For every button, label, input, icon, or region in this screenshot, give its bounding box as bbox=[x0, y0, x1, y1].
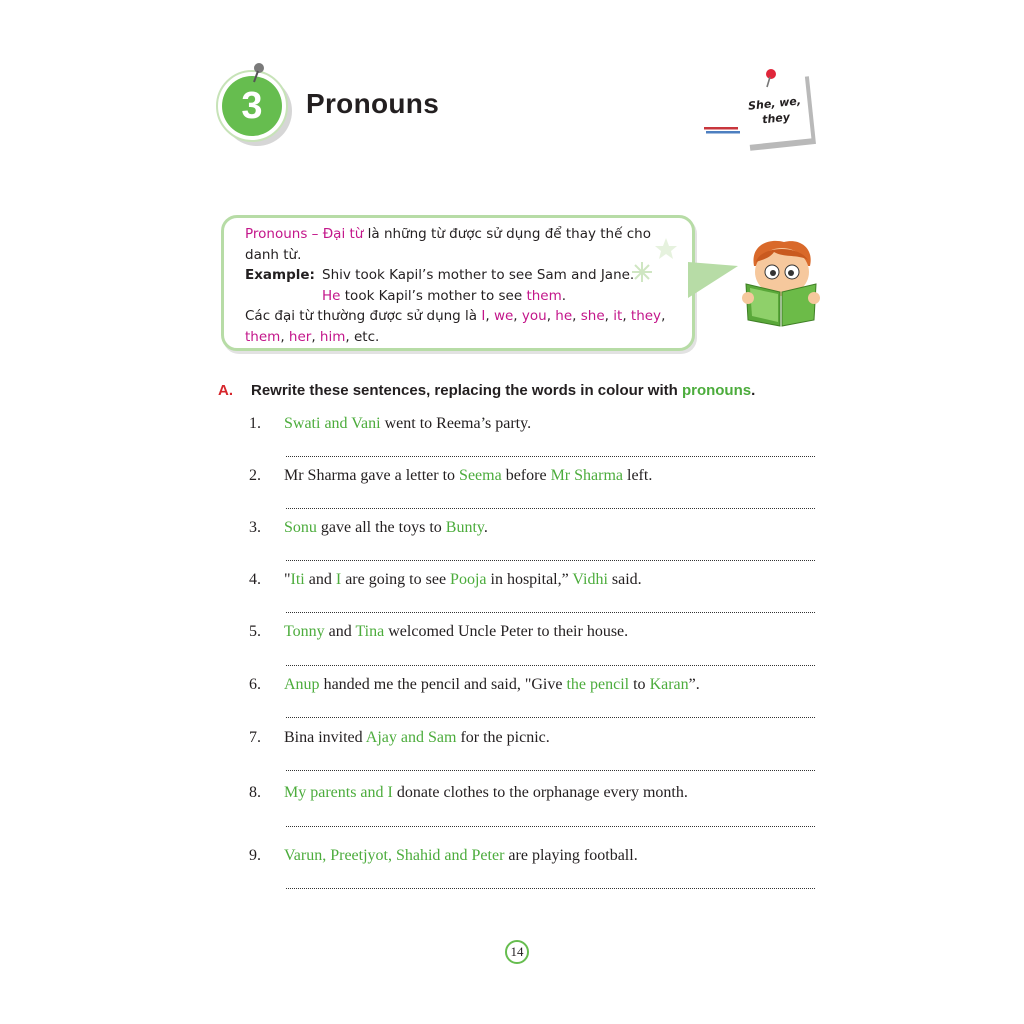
sentence-text: Mr Sharma gave a letter to bbox=[284, 467, 460, 484]
exercise-letter: A. bbox=[218, 382, 233, 399]
speech-bubble-tail bbox=[688, 262, 740, 300]
pronoun-her: her bbox=[288, 328, 312, 345]
highlighted-words: Sonu bbox=[284, 519, 317, 536]
sentence-text: went to Reema’s party. bbox=[380, 415, 532, 432]
answer-line[interactable] bbox=[286, 888, 815, 889]
definition-term: Pronouns – Đại từ bbox=[245, 226, 364, 242]
sticky-note bbox=[700, 70, 820, 154]
pronoun-i: I bbox=[481, 308, 486, 324]
common-pronouns-line-2: them, her, him, etc. bbox=[245, 328, 380, 345]
pronoun-she: she bbox=[580, 308, 605, 324]
item-number: 5. bbox=[249, 623, 261, 640]
item-sentence bbox=[284, 847, 638, 865]
sentence-text: gave all the toys to bbox=[316, 519, 446, 536]
chapter-badge bbox=[214, 68, 296, 150]
item-sentence bbox=[284, 571, 642, 589]
common-intro: Các đại từ thường được sử dụng là bbox=[245, 308, 482, 324]
exercise-instruction bbox=[251, 382, 755, 399]
answer-line[interactable] bbox=[286, 665, 815, 666]
item-number: 4. bbox=[249, 571, 261, 588]
sentence-text: in hospital,” bbox=[486, 571, 573, 588]
example-end: . bbox=[561, 287, 567, 304]
item-number: 8. bbox=[249, 784, 261, 801]
highlighted-words: Karan bbox=[649, 676, 689, 693]
sentence-text: are going to see bbox=[341, 571, 451, 588]
item-number: 9. bbox=[249, 847, 261, 864]
example-label: Example: bbox=[245, 267, 315, 283]
item-sentence bbox=[284, 415, 531, 433]
sentence-text: and bbox=[324, 623, 356, 640]
highlighted-words: Bunty bbox=[445, 519, 484, 536]
answer-line[interactable] bbox=[286, 770, 815, 771]
pushpin-icon bbox=[250, 62, 266, 84]
note-line-1: She, we, bbox=[747, 94, 802, 113]
sentence-text: . bbox=[483, 519, 488, 536]
sentence-text: left. bbox=[623, 467, 653, 484]
common-end: etc. bbox=[353, 328, 380, 345]
answer-line[interactable] bbox=[286, 826, 815, 827]
sentence-text: before bbox=[501, 467, 551, 484]
pens-icon bbox=[702, 126, 742, 136]
answer-line[interactable] bbox=[286, 717, 815, 718]
highlighted-words: Pooja bbox=[450, 571, 487, 588]
highlighted-words: Tonny bbox=[284, 623, 325, 640]
example-pronoun-them: them bbox=[526, 287, 562, 304]
sentence-text: are playing football. bbox=[504, 847, 638, 864]
example-middle: took Kapil’s mother to see bbox=[340, 287, 527, 304]
pronoun-we: we bbox=[493, 308, 514, 324]
item-sentence bbox=[284, 467, 652, 485]
highlighted-words: Ajay and Sam bbox=[365, 729, 457, 746]
instruction-text: Rewrite these sentences, replacing the words in colour with bbox=[251, 382, 682, 399]
pronoun-you: you bbox=[521, 308, 547, 324]
pronoun-him: him bbox=[319, 328, 346, 345]
highlighted-words: Anup bbox=[284, 676, 320, 693]
item-number: 6. bbox=[249, 676, 261, 693]
page-number: 14 bbox=[505, 940, 529, 964]
pronoun-it: it bbox=[613, 308, 623, 324]
example-sentence-1: Shiv took Kapil’s mother to see Sam and Jane. bbox=[322, 267, 635, 283]
item-sentence bbox=[284, 623, 628, 641]
item-sentence bbox=[284, 519, 488, 537]
sentence-text: welcomed Uncle Peter to their house. bbox=[384, 623, 629, 640]
highlighted-words: the pencil bbox=[566, 676, 630, 693]
pronoun-they: they bbox=[630, 308, 662, 324]
answer-line[interactable] bbox=[286, 560, 815, 561]
sentence-text: " bbox=[284, 571, 291, 588]
item-sentence bbox=[284, 729, 550, 747]
sentence-text: Bina invited bbox=[284, 729, 366, 746]
pronoun-them: them bbox=[245, 328, 281, 345]
highlighted-words: I bbox=[335, 571, 342, 588]
page-title: Pronouns bbox=[306, 88, 440, 119]
highlighted-words: Seema bbox=[459, 467, 502, 484]
sentence-text: for the picnic. bbox=[456, 729, 550, 746]
boy-reading-illustration bbox=[740, 236, 822, 332]
example-line-1 bbox=[245, 265, 685, 286]
chapter-number: 3 bbox=[222, 76, 282, 136]
red-pushpin-icon bbox=[764, 68, 778, 88]
answer-line[interactable] bbox=[286, 456, 815, 457]
answer-line[interactable] bbox=[286, 508, 815, 509]
pronoun-he: he bbox=[555, 308, 573, 324]
answer-line[interactable] bbox=[286, 612, 815, 613]
common-pronouns-line-1: Các đại từ thường được sử dụng là I, we, you, he, she, it, they, bbox=[245, 308, 666, 324]
instruction-end: . bbox=[751, 382, 756, 399]
item-number: 1. bbox=[249, 415, 261, 432]
note-line-2: they bbox=[761, 110, 791, 127]
instruction-keyword: pronouns bbox=[681, 382, 752, 399]
sentence-text: ”. bbox=[688, 676, 700, 693]
sentence-text: and bbox=[304, 571, 336, 588]
definition-line-1 bbox=[245, 224, 685, 245]
highlighted-words: Mr Sharma bbox=[550, 467, 623, 484]
highlighted-words: My parents and I bbox=[284, 784, 393, 801]
item-number: 7. bbox=[249, 729, 261, 746]
item-number: 2. bbox=[249, 467, 261, 484]
sentence-text: handed me the pencil and said, "Give bbox=[319, 676, 567, 693]
item-number: 3. bbox=[249, 519, 261, 536]
highlighted-words: Tina bbox=[355, 623, 385, 640]
definition-line-2: danh từ. bbox=[245, 246, 302, 263]
item-sentence bbox=[284, 676, 700, 694]
example-pronoun-he: He bbox=[322, 287, 341, 304]
sentence-text: said. bbox=[607, 571, 642, 588]
highlighted-words: Varun, Preetjyot, Shahid and Peter bbox=[284, 847, 505, 864]
highlighted-words: Swati and Vani bbox=[284, 415, 381, 432]
definition-rest: là những từ được sử dụng để thay thế cho bbox=[363, 226, 651, 242]
sentence-text: to bbox=[629, 676, 650, 693]
definition-text bbox=[245, 224, 685, 347]
item-sentence bbox=[284, 784, 688, 802]
example-line-2 bbox=[245, 286, 685, 307]
sentence-text: donate clothes to the orphanage every month. bbox=[392, 784, 688, 801]
highlighted-words: Iti bbox=[290, 571, 305, 588]
highlighted-words: Vidhi bbox=[572, 571, 608, 588]
